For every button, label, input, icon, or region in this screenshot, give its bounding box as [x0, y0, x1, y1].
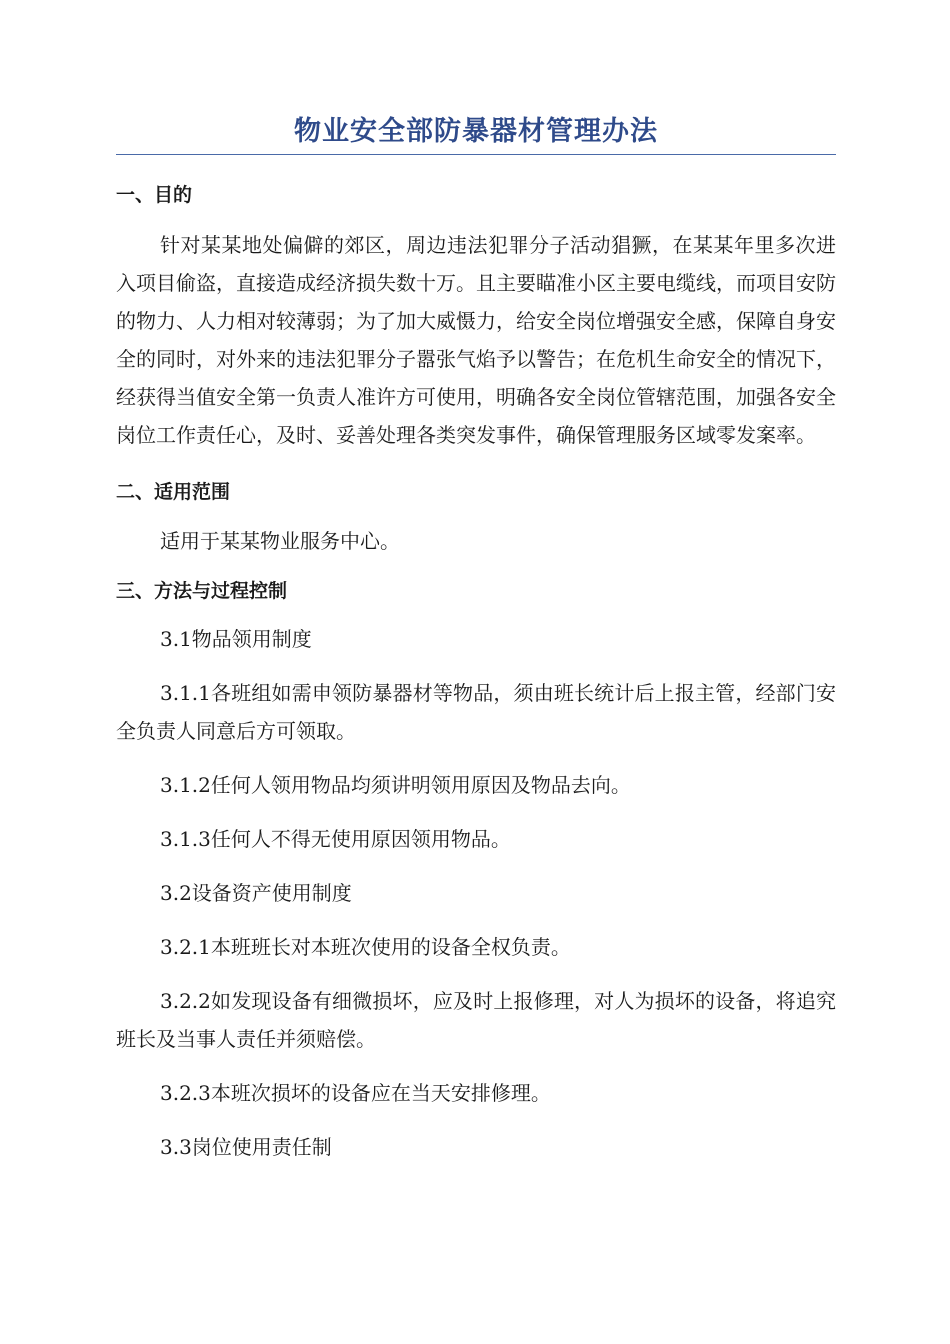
clause-3-2: 3.2设备资产使用制度 — [160, 881, 352, 905]
clause-3-2-3: 3.2.3本班次损坏的设备应在当天安排修理。 — [160, 1081, 551, 1105]
clause-3-1: 3.1物品领用制度 — [160, 627, 312, 651]
title-underline — [116, 154, 836, 155]
clause-3-1-3: 3.1.3任何人不得无使用原因领用物品。 — [160, 827, 511, 851]
section-paragraph-scope: 适用于某某物业服务中心。 — [160, 529, 400, 553]
clause-3-1-1: 3.1.1各班组如需申领防暴器材等物品，须由班长统计后上报主管，经部门安全负责人同意后方可领取。 — [116, 681, 836, 743]
clause-3-2-2: 3.2.2如发现设备有细微损坏，应及时上报修理，对人为损坏的设备，将追究班长及当事人责任并须赔偿。 — [116, 989, 836, 1051]
clause-3-3: 3.3岗位使用责任制 — [160, 1135, 332, 1159]
section-heading-scope: 二、适用范围 — [116, 481, 231, 503]
document-page — [116, 112, 836, 1166]
section-heading-purpose: 一、目的 — [116, 184, 193, 206]
clause-3-2-1: 3.2.1本班班长对本班次使用的设备全权负责。 — [160, 935, 571, 959]
section-heading-method: 三、方法与过程控制 — [116, 580, 288, 602]
clause-3-1-2: 3.1.2任何人领用物品均须讲明领用原因及物品去向。 — [160, 773, 631, 797]
section-paragraph-purpose: 针对某某地处偏僻的郊区，周边违法犯罪分子活动猖獗，在某某年里多次进入项目偷盗，直接造成经济损失数十万。且主要瞄准小区主要电缆线，而项目安防的物力、人力相对较薄弱；为了加大威慑力，给安全岗位增强安全感，保障自身安全的同时，对外来的违法犯罪分子嚣张气焰予以警告；在危机生命安全的情况下，经获得当值安全第一负责人准许方可使用，明确各安全岗位管辖范围，加强各安全岗位工作责任心，及时、妥善处理各类突发事件，确保管理服务区域零发案率。 — [116, 233, 836, 447]
document-title: 物业安全部防暴器材管理办法 — [294, 116, 658, 147]
